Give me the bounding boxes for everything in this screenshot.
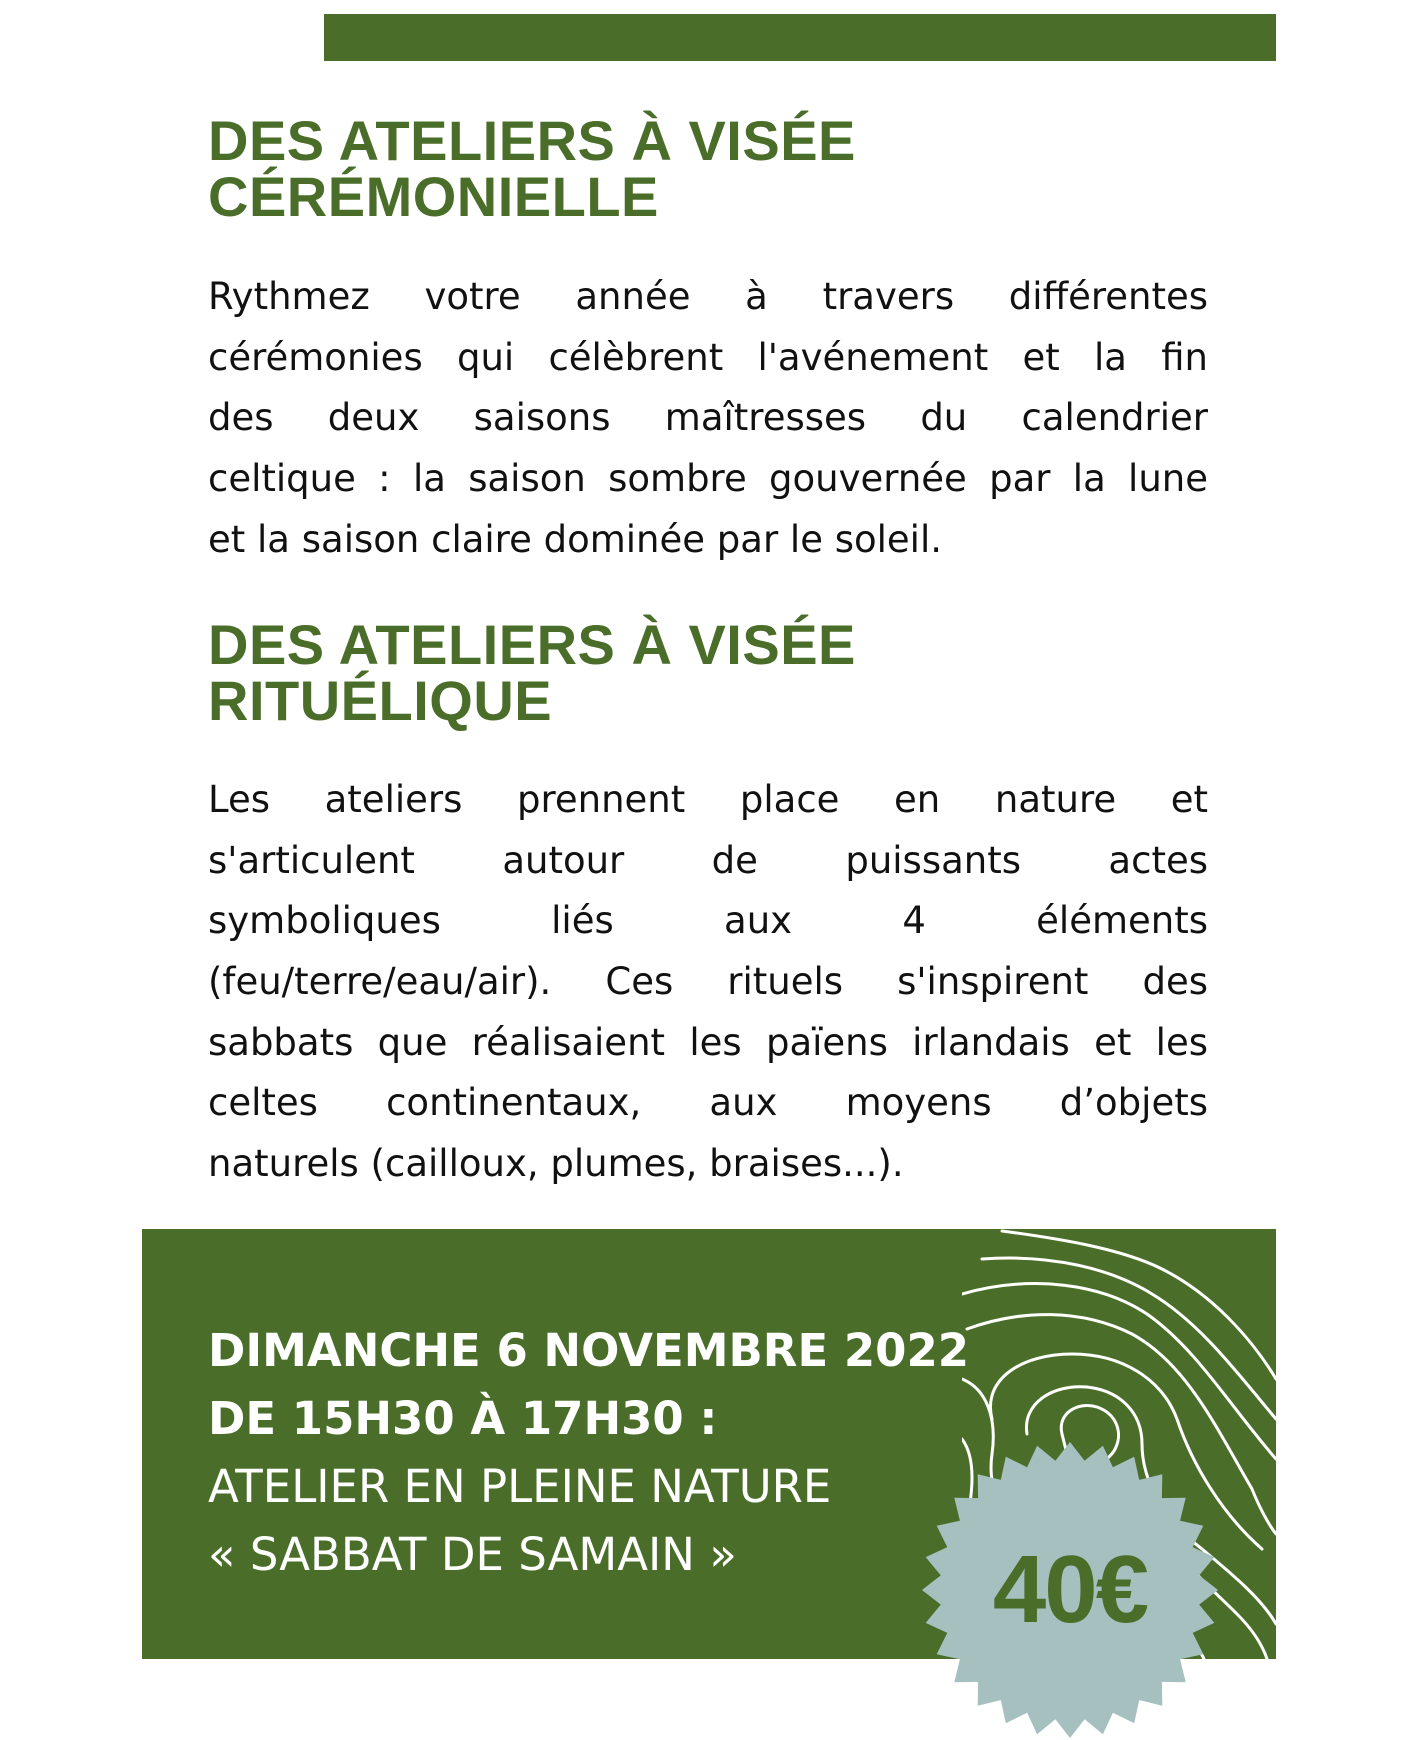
heading-ritual-line-1: DES ATELIERS À VISÉE [208, 613, 856, 676]
paragraph-line: (feu/terre/eau/air). Ces rituels s'inspirent des [208, 960, 1208, 1004]
event-date: DIMANCHE 6 NOVEMBRE 2022 [208, 1324, 970, 1377]
paragraph-line: cérémonies qui célèbrent l'avénement et la fin [208, 335, 1208, 379]
paragraph-line: sabbats que réalisaient les païens irlandais et les [208, 1020, 1208, 1064]
paragraph-line: et la saison claire dominée par le soleil. [208, 517, 943, 561]
paragraph-line: des deux saisons maîtresses du calendrier [208, 396, 1208, 440]
heading-ritual-line-2: RITUÉLIQUE [208, 669, 553, 732]
heading-ceremonial-line-1: DES ATELIERS À VISÉE [208, 109, 856, 172]
top-accent-bar [324, 14, 1276, 61]
event-name: « SABBAT DE SAMAIN » [208, 1528, 737, 1581]
heading-ritual [208, 613, 1208, 732]
paragraph-ritual [208, 770, 1208, 1195]
paragraph-line: Rythmez votre année à travers différentes [208, 275, 1208, 318]
paragraph-line: naturels (cailloux, plumes, braises...). [208, 1142, 904, 1186]
paragraph-line: Les ateliers prennent place en nature et [208, 778, 1208, 821]
event-time: DE 15H30 À 17H30 : [208, 1392, 718, 1445]
event-activity: ATELIER EN PLEINE NATURE [208, 1460, 832, 1513]
paragraph-line: celtes continentaux, aux moyens d’objets [208, 1081, 1208, 1125]
paragraph-ceremonial [208, 267, 1208, 570]
event-details [208, 1317, 968, 1589]
price-label: 40€ [992, 1536, 1148, 1643]
heading-ceremonial [208, 109, 1208, 228]
heading-ceremonial-line-2: CÉRÉMONIELLE [208, 165, 659, 228]
paragraph-line: s'articulent autour de puissants actes [208, 838, 1208, 882]
paragraph-line: symboliques liés aux 4 éléments [208, 899, 1208, 943]
paragraph-line: celtique : la saison sombre gouvernée par la lune [208, 457, 1208, 501]
